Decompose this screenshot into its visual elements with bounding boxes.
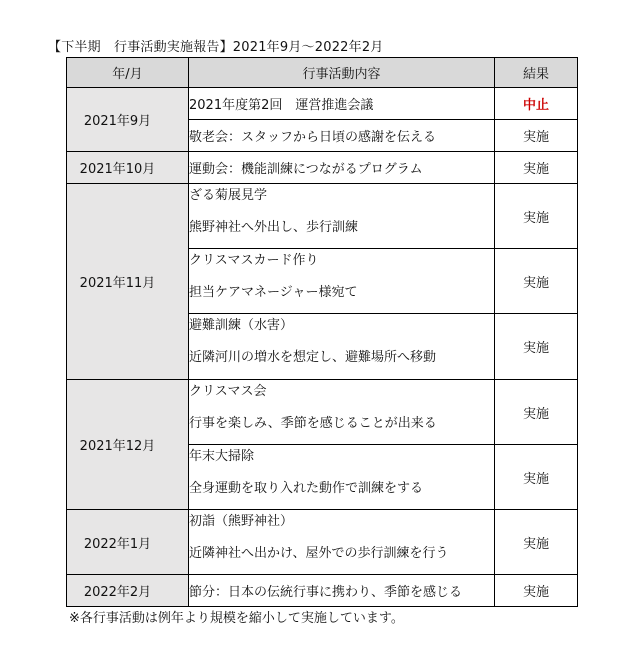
activity-cell: [189, 380, 495, 445]
result-cell: 実施: [495, 314, 578, 380]
result-cell: 実施: [495, 445, 578, 510]
activity-cell: [189, 249, 495, 314]
month-label: 2022年1月: [83, 536, 152, 552]
activity-detail: 行事を楽しみ、季節を感じることが出来る: [189, 416, 437, 431]
activity-title: 2021年度第2回 運営推進会議: [189, 98, 374, 113]
activity-cell: [189, 152, 495, 184]
table-row: [67, 152, 578, 184]
activity-title: 敬老会：スタッフから日頃の感謝を伝える: [189, 130, 437, 145]
result-cancelled: 中止: [495, 88, 578, 120]
activity-detail: 全身運動を取り入れた動作で訓練をする: [189, 481, 424, 496]
month-cell: [67, 152, 189, 184]
activity-title: 初詣（熊野神社）: [189, 514, 294, 529]
month-label: 2021年10月: [79, 162, 156, 177]
activity-title: ざる菊展見学: [189, 188, 268, 203]
result-cell: 実施: [495, 184, 578, 249]
activity-cell: [189, 445, 495, 510]
activity-title: 年末大掃除: [189, 449, 255, 464]
activity-detail: 担当ケアマネージャー様宛て: [189, 285, 358, 300]
month-cell: [67, 184, 189, 380]
header-activity: 行事活動内容: [189, 58, 495, 88]
activity-title: クリスマス会: [189, 384, 267, 399]
activity-detail: 近隣河川の増水を想定し、避難場所へ移動: [189, 350, 437, 365]
month-cell: [67, 88, 189, 152]
activity-detail: 近隣神社へ出かけ、屋外での歩行訓練を行う: [189, 546, 449, 561]
header-result: 結果: [495, 58, 578, 88]
activity-title: クリスマスカード作り: [189, 253, 319, 268]
activity-cell: [189, 88, 495, 120]
month-cell: [67, 380, 189, 510]
month-label: 2021年9月: [83, 114, 152, 129]
table-body: [67, 88, 578, 607]
table-row: [67, 510, 578, 575]
activity-report-table: [66, 57, 578, 607]
activity-cell: [189, 120, 495, 152]
activity-detail: 熊野神社へ外出し、歩行訓練: [189, 220, 359, 235]
activity-cell: [189, 184, 495, 249]
month-cell: [67, 510, 189, 575]
table-row: [67, 184, 578, 249]
result-cell: 実施: [495, 249, 578, 314]
month-label: 2022年2月: [83, 585, 152, 600]
month-cell: [67, 575, 189, 607]
activity-title: 運動会：機能訓練につながるプログラム: [189, 162, 423, 177]
result-cell: 実施: [495, 152, 578, 184]
table-row: [67, 380, 578, 445]
table-header-row: [67, 58, 578, 88]
result-cell: 実施: [495, 120, 578, 152]
activity-cell: [189, 314, 495, 380]
table-row: [67, 88, 578, 120]
activity-cell: [189, 575, 495, 607]
month-label: 2021年12月: [79, 439, 156, 454]
activity-title: 避難訓練（水害）: [189, 318, 294, 333]
result-cell: 実施: [495, 380, 578, 445]
footnote: ※各行事活動は例年より規模を縮小して実施しています。: [69, 611, 404, 626]
result-cell: 実施: [495, 575, 578, 607]
activity-title: 節分：日本の伝統行事に携わり、季節を感じる: [189, 585, 463, 600]
header-month: 年/月: [67, 58, 189, 88]
activity-cell: [189, 510, 495, 575]
result-cell: 実施: [495, 510, 578, 575]
table-row: [67, 575, 578, 607]
report-title: 【下半期 行事活動実施報告】2021年9月～2022年2月: [48, 40, 384, 55]
month-label: 2021年11月: [79, 276, 156, 291]
